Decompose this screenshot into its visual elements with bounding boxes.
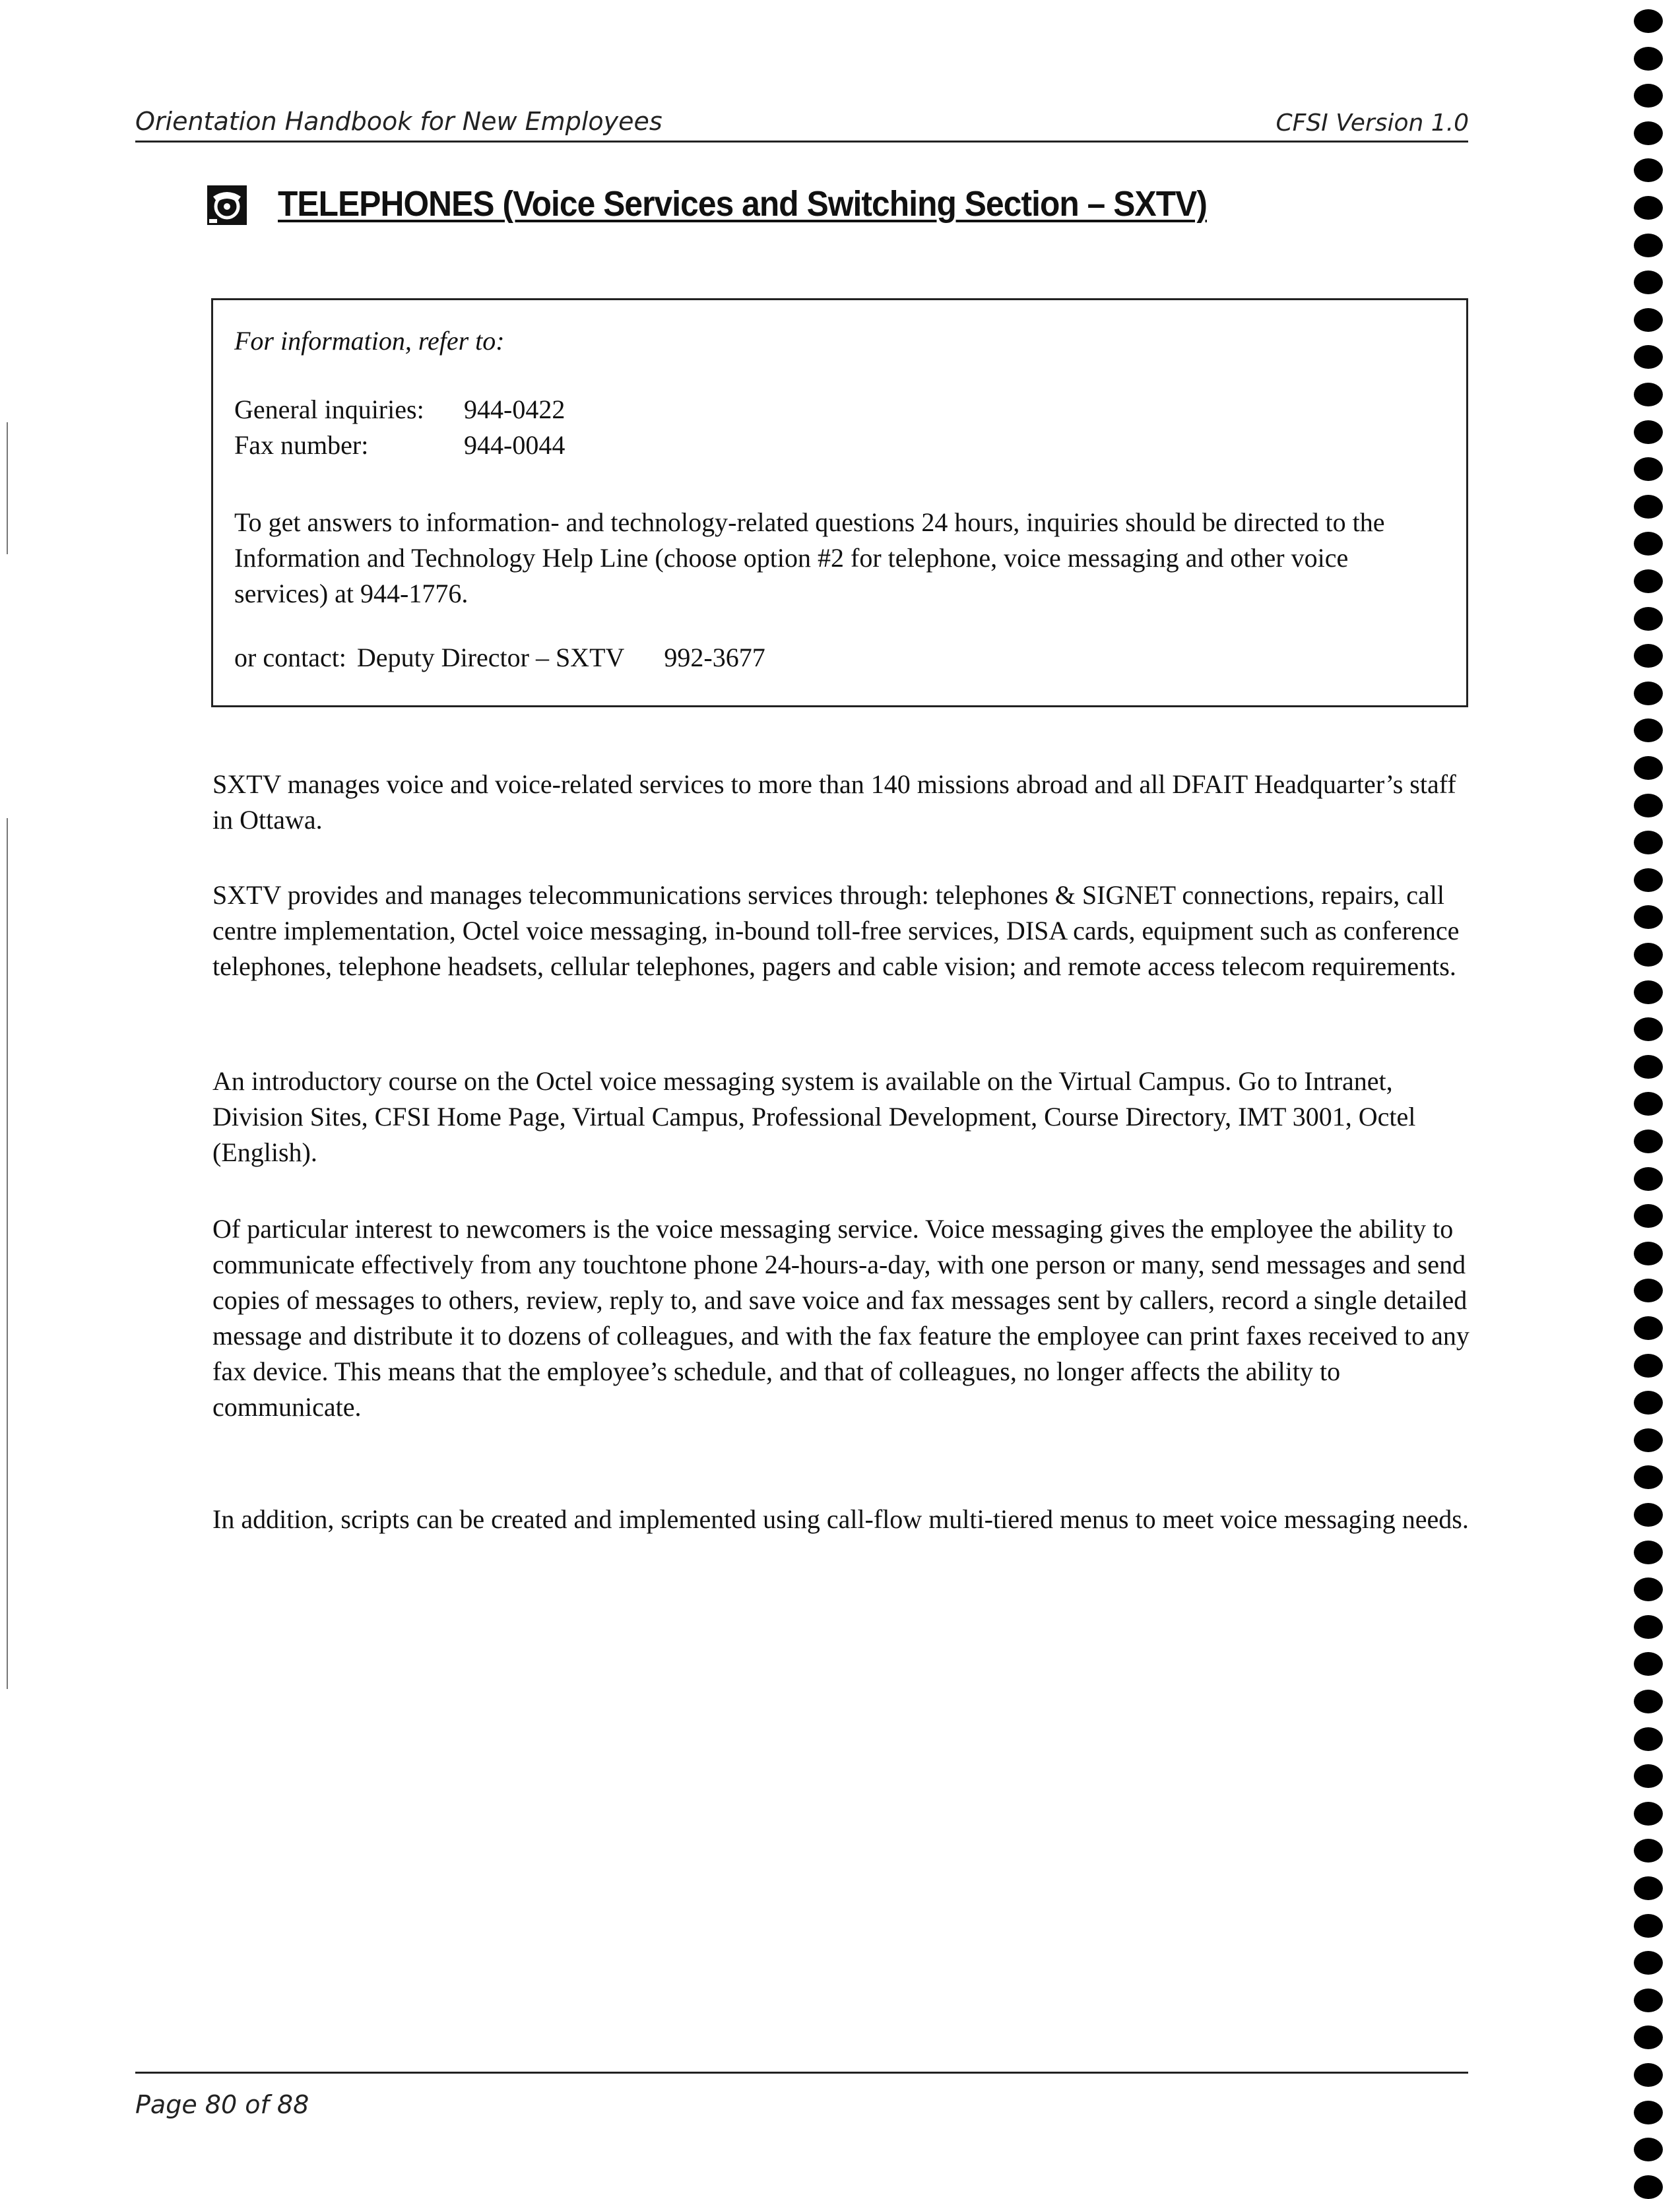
- binding-hole: [1634, 1615, 1663, 1639]
- contact-number: 944-0044: [464, 430, 565, 460]
- help-line-paragraph: To get answers to information- and technology-related questions 24 hours, inquiries should be directed to the Information and Technology Help Line (choose option #2 for telephone, voice messaging and other voice services) at 944-1776.: [234, 507, 1385, 608]
- binding-hole: [1634, 1802, 1663, 1826]
- binding-hole: [1634, 158, 1663, 182]
- binding-hole: [1634, 2101, 1663, 2124]
- binding-hole: [1634, 1354, 1663, 1378]
- binding-hole: [1634, 1578, 1663, 1601]
- body-paragraph: In addition, scripts can be created and implemented using call-flow multi-tiered menus to meet voice messaging needs.: [212, 1504, 1469, 1534]
- binding-hole: [1634, 2063, 1663, 2087]
- contact-row-general: [234, 394, 565, 425]
- scan-edge-mark: [7, 422, 8, 554]
- contact-info-box: [211, 298, 1468, 707]
- binding-hole: [1634, 383, 1663, 406]
- binding-hole: [1634, 718, 1663, 742]
- footer-divider: [135, 2072, 1468, 2074]
- header-divider: [135, 141, 1468, 143]
- binding-hole: [1634, 569, 1663, 593]
- binding-hole: [1634, 756, 1663, 780]
- other-contact-row: [234, 642, 765, 673]
- binding-hole: [1634, 1914, 1663, 1938]
- binding-hole: [1634, 644, 1663, 668]
- binding-hole: [1634, 682, 1663, 705]
- section-title: TELEPHONES (Voice Services and Switching Section – SXTV): [278, 184, 1207, 224]
- contact-row-fax: [234, 430, 565, 461]
- binding-hole: [1634, 234, 1663, 257]
- binding-hole: [1634, 47, 1663, 71]
- binding-hole: [1634, 980, 1663, 1004]
- binding-hole: [1634, 905, 1663, 929]
- binding-hole: [1634, 1989, 1663, 2012]
- binding-hole: [1634, 1428, 1663, 1452]
- binding-hole: [1634, 84, 1663, 108]
- other-contact-name: Deputy Director – SXTV: [356, 643, 625, 672]
- binding-hole: [1634, 1092, 1663, 1116]
- info-box-intro: For information, refer to:: [234, 326, 505, 356]
- binding-hole: [1634, 121, 1663, 145]
- binding-hole: [1634, 308, 1663, 332]
- binding-hole: [1634, 345, 1663, 369]
- binding-hole: [1634, 1727, 1663, 1751]
- binding-hole: [1634, 2138, 1663, 2161]
- contact-label: General inquiries:: [234, 395, 424, 424]
- running-header-version: CFSI Version 1.0: [1276, 110, 1469, 137]
- binding-hole: [1634, 495, 1663, 519]
- binding-hole: [1634, 1204, 1663, 1228]
- other-contact-number: 992-3677: [664, 643, 765, 672]
- binding-hole: [1634, 1876, 1663, 1900]
- binding-hole: [1634, 1839, 1663, 1863]
- binding-hole: [1634, 1017, 1663, 1041]
- binding-hole: [1634, 271, 1663, 294]
- binding-hole: [1634, 532, 1663, 556]
- binding-hole: [1634, 607, 1663, 631]
- binding-hole: [1634, 1541, 1663, 1564]
- spiral-binding-holes: [1629, 0, 1668, 2196]
- binding-hole: [1634, 868, 1663, 892]
- page-number: Page 80 of 88: [135, 2090, 309, 2119]
- body-paragraph: SXTV provides and manages telecommunications services through: telephones & SIGNET connections, repairs, call centre implementation, Octel voice messaging, in-bound toll-free services, DISA cards, equipment such as conference telephones, telephone headsets, cellular telephones, pagers and cable vision; and remote access telecom requirements.: [212, 880, 1460, 981]
- binding-hole: [1634, 1690, 1663, 1713]
- contact-label: Fax number:: [234, 430, 369, 460]
- contact-number: 944-0422: [464, 395, 565, 424]
- running-header-title: Orientation Handbook for New Employees: [135, 107, 662, 136]
- binding-hole: [1634, 2175, 1663, 2199]
- body-paragraph: SXTV manages voice and voice-related services to more than 140 missions abroad and all DFAIT Headquarter’s staff in Ottawa.: [212, 769, 1456, 835]
- binding-hole: [1634, 1167, 1663, 1191]
- binding-hole: [1634, 1764, 1663, 1788]
- scan-edge-mark: [7, 818, 8, 1689]
- binding-hole: [1634, 794, 1663, 817]
- other-contact-prefix: or contact:: [234, 643, 346, 672]
- binding-hole: [1634, 1242, 1663, 1265]
- binding-hole: [1634, 2025, 1663, 2049]
- binding-hole: [1634, 1130, 1663, 1153]
- telephone-icon: [207, 185, 247, 226]
- binding-hole: [1634, 457, 1663, 481]
- body-paragraph: An introductory course on the Octel voice messaging system is available on the Virtual Campus. Go to Intranet, Division Sites, CFSI Home Page, Virtual Campus, Professional Development, Course Directory, IMT 3001, Octel (English).: [212, 1066, 1416, 1167]
- binding-hole: [1634, 1055, 1663, 1079]
- binding-hole: [1634, 9, 1663, 33]
- binding-hole: [1634, 1391, 1663, 1415]
- binding-hole: [1634, 1465, 1663, 1489]
- binding-hole: [1634, 196, 1663, 220]
- binding-hole: [1634, 420, 1663, 444]
- binding-hole: [1634, 1279, 1663, 1302]
- binding-hole: [1634, 1652, 1663, 1676]
- binding-hole: [1634, 943, 1663, 967]
- binding-hole: [1634, 1951, 1663, 1975]
- binding-hole: [1634, 831, 1663, 854]
- binding-hole: [1634, 1503, 1663, 1527]
- binding-hole: [1634, 1316, 1663, 1340]
- body-paragraph: Of particular interest to newcomers is the voice messaging service. Voice messaging gives the employee the ability to communicate effectively from any touchtone phone 24-hours-a-day, with one person or many, send messages and send copies of messages to others, review, reply to, and save voice and fax messages sent by callers, record a single detailed message and distribute it to dozens of colleagues, and with the fax feature the employee can print faxes received to any fax device. This means that the employee’s schedule, and that of colleagues, no longer affects the ability to communicate.: [212, 1214, 1470, 1422]
